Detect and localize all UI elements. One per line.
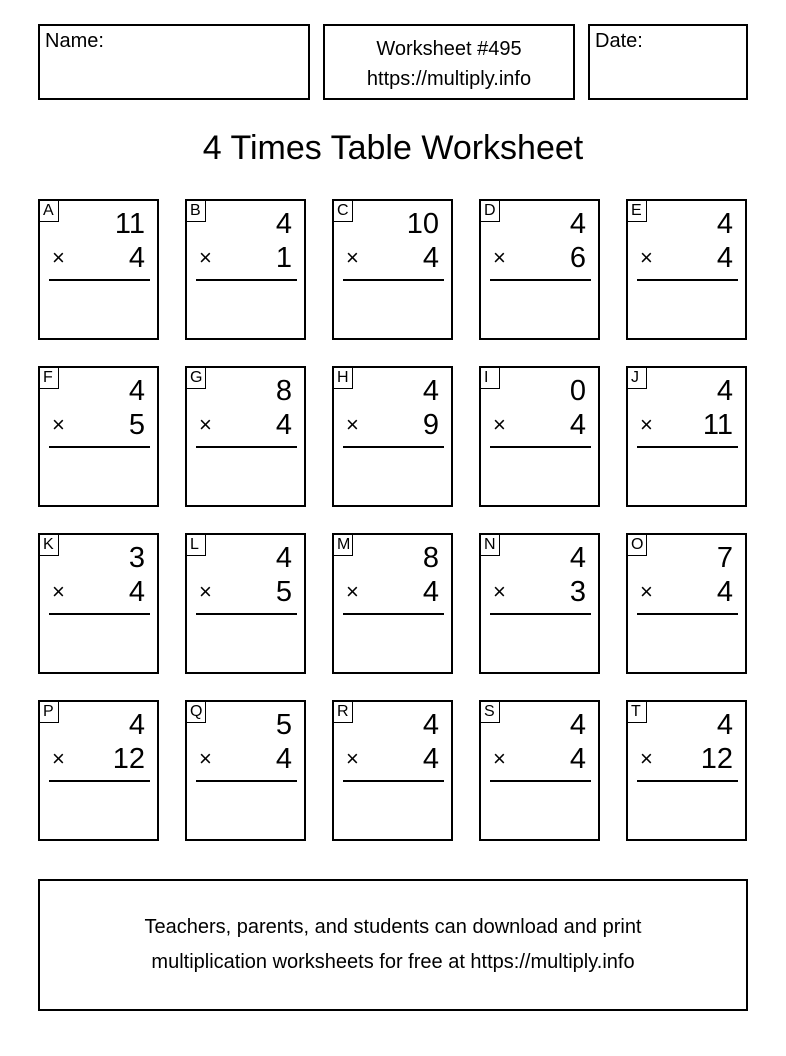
problem-top-number: 5: [275, 709, 292, 741]
multiply-sign: ×: [346, 412, 359, 437]
answer-line: [49, 613, 150, 615]
problem-card[interactable]: [38, 700, 159, 841]
problem-letter: S: [480, 701, 500, 723]
problem-letter: L: [186, 534, 206, 556]
problem-letter: M: [333, 534, 353, 556]
answer-line: [196, 279, 297, 281]
multiply-sign: ×: [640, 579, 653, 604]
problem-letter: N: [480, 534, 500, 556]
problem-card[interactable]: [479, 199, 600, 340]
answer-line: [343, 613, 444, 615]
multiply-sign: ×: [52, 245, 65, 270]
problem-letter: O: [627, 534, 647, 556]
problem-bottom-number: 3: [569, 576, 586, 608]
problem-top-number: 10: [406, 208, 439, 240]
problem-bottom-number: 1: [275, 242, 292, 274]
problem-card[interactable]: [332, 533, 453, 674]
problem-bottom-number: 4: [569, 409, 586, 441]
problem-bottom-number: 4: [128, 242, 145, 274]
problem-bottom-number: 12: [112, 743, 145, 775]
problem-bottom-number: 4: [716, 576, 733, 608]
answer-line: [343, 279, 444, 281]
multiply-sign: ×: [493, 746, 506, 771]
multiply-sign: ×: [199, 579, 212, 604]
problem-card[interactable]: [626, 366, 747, 507]
multiply-sign: ×: [52, 579, 65, 604]
problem-card[interactable]: [38, 199, 159, 340]
multiply-sign: ×: [493, 579, 506, 604]
worksheet-number: Worksheet #495: [376, 38, 522, 60]
problem-letter: B: [186, 200, 206, 222]
problem-top-number: 4: [275, 208, 292, 240]
problem-card[interactable]: [332, 199, 453, 340]
multiply-sign: ×: [52, 412, 65, 437]
footer-box: [38, 879, 748, 1011]
answer-line: [637, 446, 738, 448]
problem-card[interactable]: [479, 533, 600, 674]
name-field-box[interactable]: [38, 24, 310, 100]
problem-bottom-number: 6: [569, 242, 586, 274]
problem-top-number: 4: [275, 542, 292, 574]
problem-letter: E: [627, 200, 647, 222]
date-label: Date:: [595, 30, 643, 52]
problem-letter: J: [627, 367, 647, 389]
problem-card[interactable]: [479, 366, 600, 507]
problem-card[interactable]: [626, 700, 747, 841]
worksheet-info-box: [323, 24, 575, 100]
multiply-sign: ×: [346, 579, 359, 604]
problem-top-number: 4: [569, 709, 586, 741]
problem-bottom-number: 11: [702, 409, 733, 441]
problem-top-number: 3: [128, 542, 145, 574]
problem-top-number: 4: [716, 375, 733, 407]
multiply-sign: ×: [640, 746, 653, 771]
problem-bottom-number: 4: [422, 743, 439, 775]
answer-line: [49, 780, 150, 782]
multiply-sign: ×: [493, 412, 506, 437]
problem-top-number: 4: [128, 709, 145, 741]
answer-line: [637, 279, 738, 281]
problem-card[interactable]: [185, 533, 306, 674]
problem-card[interactable]: [332, 366, 453, 507]
problem-card[interactable]: [626, 199, 747, 340]
multiply-sign: ×: [346, 245, 359, 270]
footer-line-1: Teachers, parents, and students can download and print: [144, 916, 642, 938]
problem-top-number: 4: [422, 375, 439, 407]
problem-top-number: 11: [114, 208, 145, 240]
page-title: 4 Times Table Worksheet: [202, 129, 584, 167]
answer-line: [343, 780, 444, 782]
problem-card[interactable]: [185, 700, 306, 841]
problem-grid: [38, 199, 750, 843]
multiply-sign: ×: [199, 746, 212, 771]
problem-bottom-number: 5: [128, 409, 145, 441]
problem-bottom-number: 5: [275, 576, 292, 608]
multiply-sign: ×: [52, 746, 65, 771]
answer-line: [49, 279, 150, 281]
problem-card[interactable]: [38, 533, 159, 674]
multiply-sign: ×: [199, 245, 212, 270]
problem-top-number: 4: [422, 709, 439, 741]
problem-letter: R: [333, 701, 353, 723]
problem-letter: Q: [186, 701, 206, 723]
date-field-box[interactable]: [588, 24, 748, 100]
problem-bottom-number: 4: [422, 242, 439, 274]
problem-top-number: 4: [569, 208, 586, 240]
problem-letter: A: [39, 200, 59, 222]
problem-bottom-number: 9: [422, 409, 439, 441]
problem-top-number: 4: [569, 542, 586, 574]
answer-line: [490, 613, 591, 615]
problem-letter: C: [333, 200, 353, 222]
multiply-sign: ×: [346, 746, 359, 771]
problem-card[interactable]: [626, 533, 747, 674]
problem-letter: H: [333, 367, 353, 389]
problem-bottom-number: 4: [275, 743, 292, 775]
multiply-sign: ×: [493, 245, 506, 270]
problem-card[interactable]: [185, 366, 306, 507]
problem-letter: K: [39, 534, 59, 556]
problem-top-number: 4: [716, 709, 733, 741]
problem-top-number: 7: [716, 542, 733, 574]
answer-line: [490, 446, 591, 448]
answer-line: [343, 446, 444, 448]
problem-bottom-number: 4: [128, 576, 145, 608]
footer-line-2: multiplication worksheets for free at https://multiply.info: [151, 951, 635, 973]
problem-letter: I: [480, 367, 500, 389]
name-label: Name:: [45, 30, 104, 52]
answer-line: [490, 780, 591, 782]
problem-top-number: 4: [128, 375, 145, 407]
problem-card[interactable]: [38, 366, 159, 507]
answer-line: [490, 279, 591, 281]
problem-bottom-number: 4: [716, 242, 733, 274]
multiply-sign: ×: [640, 412, 653, 437]
problem-letter: F: [39, 367, 59, 389]
answer-line: [196, 613, 297, 615]
multiply-sign: ×: [640, 245, 653, 270]
problem-card[interactable]: [185, 199, 306, 340]
problem-letter: G: [186, 367, 206, 389]
multiply-sign: ×: [199, 412, 212, 437]
problem-top-number: 8: [422, 542, 439, 574]
problem-card[interactable]: [479, 700, 600, 841]
problem-bottom-number: 4: [275, 409, 292, 441]
answer-line: [637, 613, 738, 615]
problem-top-number: 4: [716, 208, 733, 240]
problem-top-number: 8: [275, 375, 292, 407]
problem-letter: P: [39, 701, 59, 723]
answer-line: [196, 446, 297, 448]
answer-line: [637, 780, 738, 782]
problem-letter: D: [480, 200, 500, 222]
answer-line: [196, 780, 297, 782]
problem-letter: T: [627, 701, 647, 723]
worksheet-url: https://multiply.info: [366, 68, 532, 90]
problem-top-number: 0: [569, 375, 586, 407]
problem-bottom-number: 4: [569, 743, 586, 775]
problem-bottom-number: 4: [422, 576, 439, 608]
problem-card[interactable]: [332, 700, 453, 841]
answer-line: [49, 446, 150, 448]
problem-bottom-number: 12: [700, 743, 733, 775]
